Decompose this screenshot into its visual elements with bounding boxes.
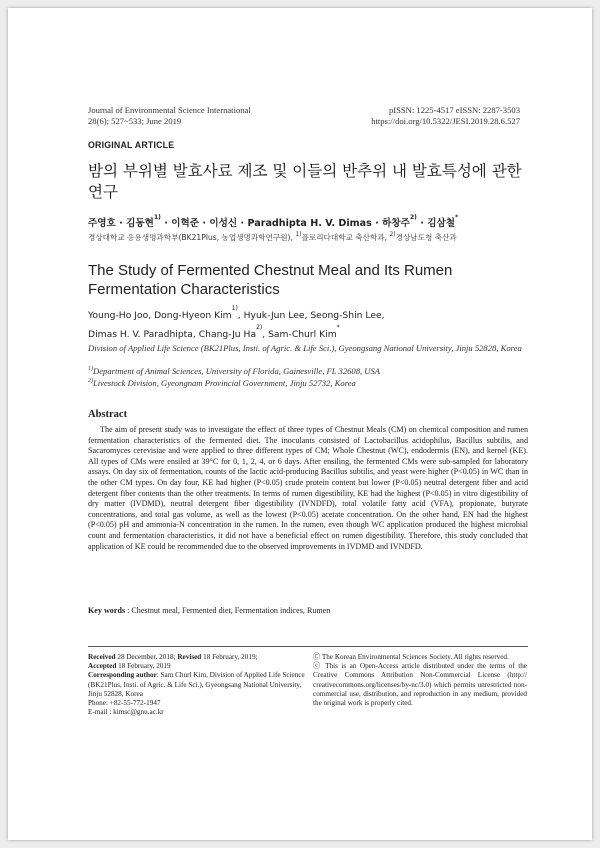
korean-title-line2: 연구	[88, 183, 118, 201]
english-author-sup: *	[336, 324, 340, 331]
english-author-sup: 1)	[231, 305, 238, 312]
korean-author-separator: ·	[160, 218, 172, 229]
license-notice: ⓒ This is an Open-Access article distributed under the terms of the Creative Commons Attribution Non-Commercial License (http:// creativecommons.org/licenses/by-nc/3.0) which permits unrestricted non-commercial use, distribution, and reproduction in any medium, provided the original work is properly cited.	[313, 662, 527, 708]
korean-aff-2-sup: 2)	[389, 231, 396, 238]
corresponding-text: : Sam Churl Kim, Division of Applied Life Science (BK21Plus, Insti. of Agric. & Life Sci.), Gyeongsang National University, Jinju 52828, Korea	[88, 671, 305, 698]
korean-aff-1-sup: 1)	[295, 231, 302, 238]
english-aff-2-text: Livestock Division, Gyeongnam Provincial Government, Jinju 52732, Korea	[93, 378, 356, 388]
journal-header-right	[371, 105, 520, 127]
footer-right	[313, 653, 527, 708]
received-label: Received	[88, 653, 116, 661]
english-author-separator: ,	[381, 310, 385, 321]
english-author-name: Dong-Hyeon Kim	[154, 310, 232, 321]
english-author-separator: ,	[192, 329, 199, 340]
korean-aff-main: 경상대학교 응용생명과학부(BK21Plus, 농업생명과학연구원),	[88, 233, 296, 242]
journal-doi[interactable]: https://doi.org/10.5322/JESI.2019.28.6.527	[371, 116, 520, 126]
korean-authors	[88, 215, 458, 229]
journal-citation: 28(6); 527~533; June 2019	[88, 116, 182, 126]
korean-author-separator: ·	[115, 218, 127, 229]
accepted-line	[88, 662, 306, 671]
korean-title-line1: 밤의 부위별 발효사료 제조 및 이들의 반추위 내 발효특성에 관한	[88, 162, 522, 180]
keywords-text: : Chestnut meal, Fermented diet, Fermentation indices, Rumen	[125, 606, 331, 615]
english-author-separator: ,	[262, 329, 269, 340]
korean-author-sup: 1)	[153, 214, 161, 221]
korean-author-name: 하창주	[382, 218, 410, 229]
journal-name: Journal of Environmental Science International	[88, 105, 251, 115]
accepted-label: Accepted	[88, 662, 117, 671]
english-author-separator: ,	[304, 310, 311, 321]
accepted-date: 18 February, 2019	[116, 662, 171, 671]
revised-label: Revised	[177, 653, 202, 661]
korean-affiliations	[88, 232, 457, 243]
korean-aff-2: 경상남도청 축산과	[395, 233, 457, 242]
corresponding-label: Corresponding author	[88, 671, 157, 680]
english-aff-1-text: Department of Animal Sciences, University of Florida, Gainesville, FL 32608, USA	[93, 366, 381, 376]
english-title-line1: The Study of Fermented Chestnut Meal and Its Rumen	[88, 262, 453, 279]
korean-author-separator: ·	[371, 218, 383, 229]
korean-author-name: 주영호	[88, 218, 116, 229]
journal-header-left	[88, 105, 251, 127]
corresponding-author	[88, 671, 306, 699]
english-title	[88, 261, 528, 299]
korean-author-name: Paradhipta H. V. Dimas	[247, 218, 372, 229]
english-authors-line2	[88, 325, 528, 344]
article-type: ORIGINAL ARTICLE	[88, 140, 175, 150]
english-author-sup: 2)	[256, 324, 263, 331]
english-authors	[88, 306, 528, 344]
english-author-name: Chang-Ju Ha	[198, 329, 257, 340]
korean-author-sup: *	[455, 214, 459, 221]
revised-date: 18 February, 2019;	[201, 653, 258, 661]
korean-author-name: 김삼철	[427, 218, 456, 229]
english-author-separator: ,	[148, 310, 155, 321]
footer-left	[88, 653, 306, 717]
korean-author-name: 이성신	[209, 218, 238, 229]
abstract-heading: Abstract	[88, 409, 128, 420]
korean-author-name: 김동현	[126, 218, 154, 229]
email[interactable]: E-mail : kimsc@gnu.ac.kr	[88, 708, 164, 717]
english-aff-2-sup: 2)	[88, 378, 93, 384]
english-author-name: Sam-Churl Kim	[268, 329, 337, 340]
english-aff-1-sup: 1)	[88, 366, 93, 372]
english-author-name: Hyuk-Jun Lee	[243, 310, 305, 321]
korean-author-separator: ·	[237, 218, 248, 229]
english-author-separator: ,	[237, 310, 244, 321]
english-authors-line1	[88, 306, 528, 325]
paper-page	[8, 8, 592, 840]
english-affiliation-1	[88, 366, 528, 378]
korean-title	[88, 161, 528, 203]
korean-author-name: 이혁준	[171, 218, 200, 229]
korean-aff-1: 플로리다대학교 축산학과,	[301, 233, 390, 242]
english-author-name: Seong-Shin Lee	[310, 310, 382, 321]
english-author-name: Dimas H. V. Paradhipta	[88, 329, 193, 340]
english-author-name: Young-Ho Joo	[88, 310, 149, 321]
copyright-notice: Ⓒ The Korean Environmental Sciences Society. All rights reserved.	[313, 653, 509, 661]
english-title-line2: Fermentation Characteristics	[88, 281, 280, 298]
received-line	[88, 653, 306, 662]
english-affiliation-2	[88, 378, 528, 390]
footer-divider	[88, 646, 528, 647]
korean-author-sup: 2)	[409, 214, 417, 221]
keywords	[88, 606, 330, 615]
phone: Phone: +82-55-772-1947	[88, 699, 161, 708]
korean-author-separator: ·	[199, 218, 210, 229]
received-date: 28 December, 2018;	[115, 653, 178, 661]
abstract-text: The aim of present study was to investigate the effect of three types of Chestnut Meals (CM) on chemical composition and rumen fermentation characteristics of the fermented diet. The inoculants consisted of Lactobacillus acidophilus, Bacillus subtilis, and Sacaromyces cerevisiae and were applied to three different types of CM; Whole Chestnut (WC), endodermis (EN), and kernel (KE). All types of CMs were ensiled at 39°C for 0, 1, 2, 4, or 6 days. After ensiling, the fermented CMs were sub-sampled for laboratory assays. On day six of fermentation, counts of the lactic acid-producing Bacillus subtilis, and yeast were higher (P<0.05) in WC than in the other CM types. On day four, KE had higher (P<0.05) crude protein content but lower (P<0.05) neutral detergent fiber and acid detergent fiber contents than the other treatments. In terms of rumen digestibility, KE had the highest (P<0.05) in vitro digestibility of dry matter (IVDMD), neutral detergent fiber digestibility (IVNDFD), total volatile fatty acid (VFA), propionate, butyrate concentrations, and total gas volume, as well as the lowest (P<0.05) acetate concentration. On the other hand, EN had the highest (P<0.05) pH and ammonia-N concentration in the rumen. In the rumen, even though WC application produced the highest microbial count and fermentation characteristics, it did not have a beneficial effect on rumen digestibility. Therefore, this study concluded that application of KE could be recommended due to the observed improvements in IVDMD and IVNDFD.	[88, 425, 528, 551]
keywords-label: Key words	[88, 606, 126, 615]
journal-issn: pISSN: 1225-4517 eISSN: 2287-3503	[388, 105, 520, 115]
english-affiliation-main: Division of Applied Life Science (BK21Plus, Insti. of Agric. & Life Sci.), Gyeongsang National University, Jinju 52828, Korea	[88, 343, 522, 353]
korean-author-separator: ·	[416, 218, 428, 229]
